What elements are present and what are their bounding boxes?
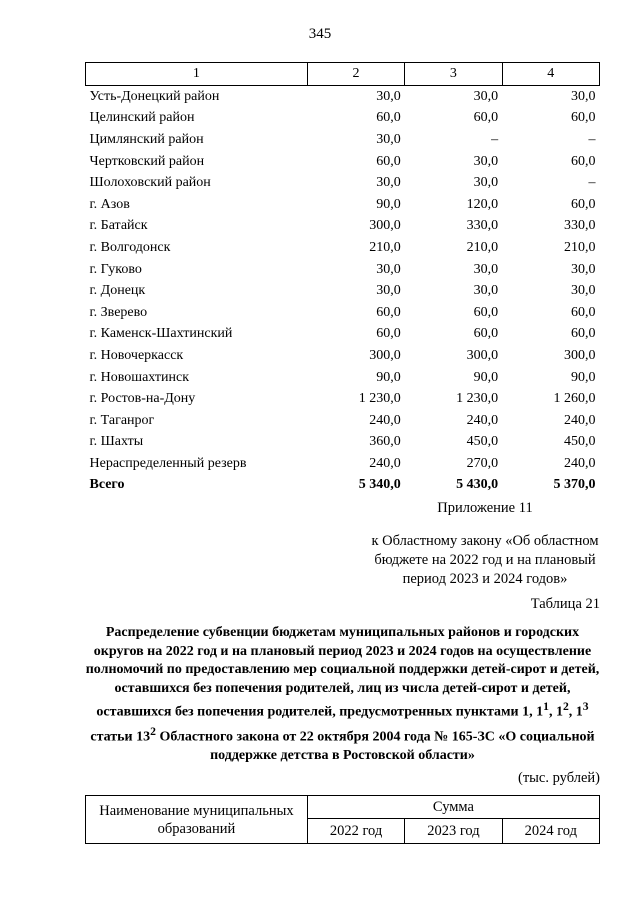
municipality-name: г. Таганрог	[89, 412, 155, 428]
municipality-name: г. Новочеркасск	[89, 347, 184, 363]
municipality-name: Усть-Донецкий район	[89, 88, 220, 104]
table-row	[86, 108, 600, 130]
value-2022: 1 230,0	[358, 391, 401, 407]
table-row	[86, 194, 600, 216]
value-2023: 30,0	[473, 283, 499, 299]
heading-part: , 1	[548, 705, 563, 721]
table-row	[86, 432, 600, 454]
value-2024: 30,0	[571, 88, 596, 104]
value-2022: 240,0	[369, 412, 401, 428]
heading-part: , 1	[568, 705, 583, 721]
value-2022: 210,0	[369, 239, 401, 255]
table-row	[86, 172, 600, 194]
value-2023: 270,0	[466, 455, 499, 471]
table-row	[86, 367, 600, 389]
value-2022: 90,0	[376, 369, 401, 385]
value-2024: 60,0	[571, 326, 596, 342]
municipality-name: г. Новошахтинск	[89, 369, 190, 385]
heading-part: Распределение субвенции бюджетам муниципальных районов и городских округов на 2022 год и на плановый период 2023 и 2024 годов на осуществление полномочий по предоставлению мер социальной поддержки детей-сирот и детей, оставшихся без попечения родителей, лиц из числа детей-сирот и детей, оставшихся без попечения родителей, предусмотренных пунктами 1, 1	[85, 625, 600, 721]
municipality-name: г. Донецк	[89, 283, 146, 299]
municipality-name: Цимлянский район	[89, 131, 204, 147]
municipality-name: г. Ростов-на-Дону	[89, 391, 196, 407]
table-heading	[85, 624, 600, 765]
value-2023: –	[491, 131, 499, 147]
value-2024: 60,0	[571, 196, 596, 212]
value-2024: 90,0	[571, 369, 596, 385]
value-2024: –	[588, 131, 596, 147]
value-2024: 60,0	[571, 153, 596, 169]
year-header: 2024 год	[502, 819, 599, 844]
appendix-block	[370, 499, 600, 589]
municipality-name: г. Шахты	[89, 434, 144, 450]
table-row	[86, 151, 600, 173]
value-2023: 60,0	[473, 326, 499, 342]
value-2023: 300,0	[466, 347, 499, 363]
table-header-row	[86, 63, 600, 86]
value-2023: 210,0	[466, 239, 499, 255]
value-2022: 300,0	[369, 218, 401, 234]
value-2022: 30,0	[376, 88, 401, 104]
value-2023: 240,0	[466, 412, 499, 428]
municipality-name: г. Батайск	[89, 218, 148, 234]
value-2023: 30,0	[473, 153, 499, 169]
total-row	[86, 475, 600, 497]
value-2023: 60,0	[473, 110, 499, 126]
table-row	[86, 237, 600, 259]
municipality-name: г. Азов	[89, 196, 130, 212]
total-2023: 5 430,0	[456, 477, 499, 493]
heading-part: статьи 13	[90, 729, 151, 745]
value-2023: 1 230,0	[456, 391, 499, 407]
total-2022: 5 340,0	[358, 477, 401, 493]
sum-column-header: Сумма	[307, 796, 599, 819]
total-2024: 5 370,0	[553, 477, 596, 493]
column-header: 1	[86, 63, 308, 86]
table-body	[86, 86, 600, 475]
value-2024: 1 260,0	[553, 391, 596, 407]
value-2023: 90,0	[473, 369, 499, 385]
heading-sup: 1	[543, 700, 549, 714]
municipality-name: Целинский район	[89, 110, 195, 126]
total-label: Всего	[89, 477, 125, 493]
column-header: 2	[307, 63, 404, 86]
year-header: 2022 год	[307, 819, 404, 844]
table-row	[86, 86, 600, 108]
value-2022: 30,0	[376, 261, 401, 277]
value-2024: 60,0	[571, 110, 596, 126]
value-2022: 60,0	[376, 110, 401, 126]
value-2022: 90,0	[376, 196, 401, 212]
table-row	[86, 129, 600, 151]
value-2023: 30,0	[473, 88, 499, 104]
value-2022: 30,0	[376, 131, 401, 147]
table-row	[86, 259, 600, 281]
year-header: 2023 год	[405, 819, 502, 844]
value-2024: 330,0	[564, 218, 596, 234]
heading-sup: 3	[582, 700, 589, 714]
heading-sup: 2	[562, 700, 569, 714]
table-row	[86, 453, 600, 475]
value-2024: 30,0	[571, 283, 596, 299]
table-row	[86, 280, 600, 302]
value-2022: 60,0	[376, 153, 401, 169]
value-2024: –	[588, 175, 596, 191]
appendix-text: к Областному закону «Об областном бюджете на 2022 год и на плановый период 2023 и 2024 годов»	[371, 533, 599, 587]
appendix-title: Приложение 11	[437, 500, 533, 516]
value-2022: 30,0	[376, 283, 401, 299]
value-2022: 30,0	[376, 175, 401, 191]
next-table-header	[85, 795, 600, 844]
table-row	[86, 345, 600, 367]
value-2022: 60,0	[376, 326, 401, 342]
municipality-name: Чертковский район	[89, 153, 205, 169]
value-2023: 120,0	[466, 196, 499, 212]
value-2024: 240,0	[564, 412, 596, 428]
table-label: Таблица 21	[530, 596, 600, 612]
municipality-name: г. Волгодонск	[89, 239, 171, 255]
municipality-name: г. Зверево	[89, 304, 148, 320]
table-row	[86, 388, 600, 410]
subvention-table	[85, 62, 600, 496]
value-2024: 210,0	[564, 239, 596, 255]
unit-label: (тыс. рублей)	[518, 770, 600, 786]
value-2024: 300,0	[564, 347, 596, 363]
municipality-name: г. Каменск-Шахтинский	[89, 326, 233, 342]
value-2024: 30,0	[571, 261, 596, 277]
value-2024: 240,0	[564, 455, 596, 471]
value-2023: 60,0	[473, 304, 499, 320]
municipality-name: Шолоховский район	[89, 175, 211, 191]
municipality-name: г. Гуково	[89, 261, 142, 277]
table-row	[86, 410, 600, 432]
value-2024: 60,0	[571, 304, 596, 320]
value-2023: 30,0	[473, 175, 499, 191]
page-number: 345	[308, 26, 332, 42]
value-2022: 360,0	[369, 434, 401, 450]
column-header: 4	[502, 63, 599, 86]
value-2023: 30,0	[473, 261, 499, 277]
name-column-header: Наименование муниципальных образований	[86, 796, 308, 844]
heading-sup: 2	[150, 724, 156, 738]
municipality-name: Нераспределенный резерв	[89, 455, 247, 471]
value-2022: 240,0	[369, 455, 401, 471]
table-row	[86, 302, 600, 324]
table-row	[86, 324, 600, 346]
table-row	[86, 216, 600, 238]
value-2024: 450,0	[564, 434, 596, 450]
heading-part: Областного закона от 22 октября 2004 года № 165-ЗС «О социальной поддержке детства в Ростовской области»	[155, 729, 595, 763]
column-header: 3	[405, 63, 502, 86]
value-2023: 330,0	[466, 218, 499, 234]
value-2022: 60,0	[376, 304, 401, 320]
value-2022: 300,0	[369, 347, 401, 363]
value-2023: 450,0	[466, 434, 499, 450]
